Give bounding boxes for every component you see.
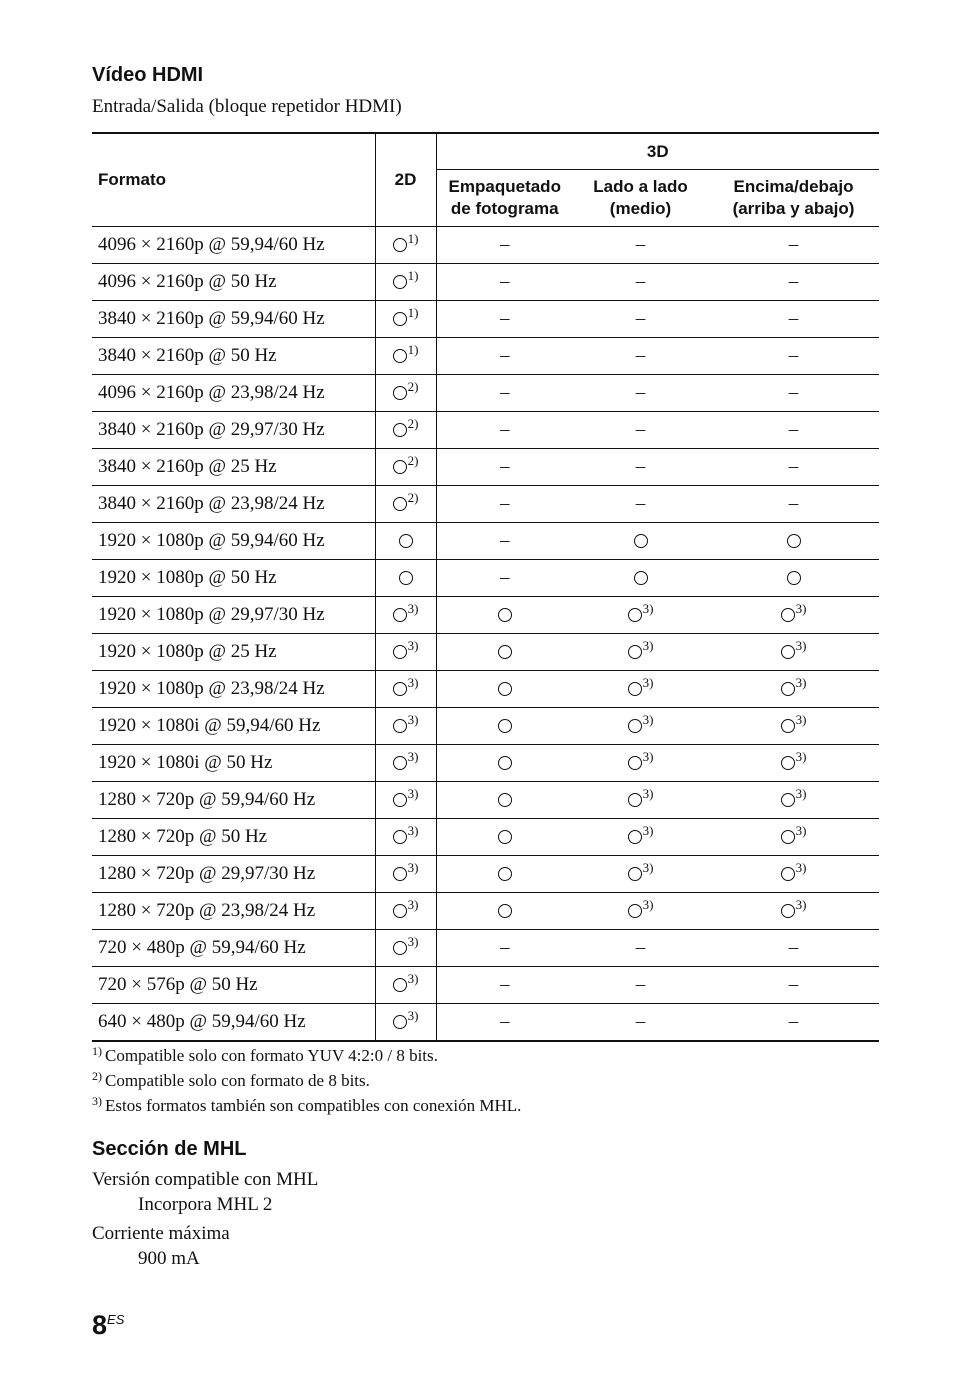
table-row [92, 893, 879, 930]
format-cell: 4096 × 2160p @ 59,94/60 Hz [92, 227, 375, 264]
supported-circle-icon [628, 719, 642, 733]
footnote-ref: 1) [407, 305, 419, 320]
header-encima-debajo [708, 170, 879, 227]
supported-circle-icon [393, 793, 407, 807]
supported-circle-icon [498, 719, 512, 733]
footnote-ref: 3) [407, 786, 419, 801]
footnote-ref: 3) [642, 786, 654, 801]
cell-lado-a-lado [573, 708, 708, 745]
cell-2d [375, 560, 436, 597]
cell-2d [375, 597, 436, 634]
not-supported-dash: – [635, 234, 646, 255]
footnote-ref: 3) [407, 860, 419, 875]
table-body [92, 227, 879, 1042]
table-row [92, 819, 879, 856]
format-cell: 3840 × 2160p @ 23,98/24 Hz [92, 486, 375, 523]
footnote-ref: 3) [642, 823, 654, 838]
not-supported-dash: – [788, 271, 799, 292]
footnote-ref: 3) [407, 934, 419, 949]
table-row [92, 930, 879, 967]
supported-circle-icon [628, 793, 642, 807]
supported-circle-icon [393, 275, 407, 289]
footnote-ref: 3) [795, 749, 807, 764]
not-supported-dash: – [788, 493, 799, 514]
supported-circle-icon [628, 608, 642, 622]
cell-encima-debajo [708, 967, 879, 1004]
footnote-ref: 2) [407, 453, 419, 468]
footnote-text: Compatible solo con formato YUV 4:2:0 / 8 bits. [105, 1046, 438, 1065]
cell-lado-a-lado [573, 227, 708, 264]
cell-2d [375, 227, 436, 264]
supported-circle-icon [393, 719, 407, 733]
not-supported-dash: – [500, 234, 510, 255]
table-row [92, 1004, 879, 1042]
cell-2d [375, 375, 436, 412]
footnote-ref: 3) [642, 601, 654, 616]
footnote-ref: 3) [642, 675, 654, 690]
supported-circle-icon [393, 682, 407, 696]
format-cell: 1280 × 720p @ 29,97/30 Hz [92, 856, 375, 893]
footnote-mark: 1) [92, 1044, 102, 1058]
table-row [92, 597, 879, 634]
not-supported-dash: – [500, 974, 510, 995]
cell-lado-a-lado [573, 671, 708, 708]
cell-encima-debajo [708, 1004, 879, 1042]
not-supported-dash: – [788, 382, 799, 403]
cell-encima-debajo [708, 560, 879, 597]
cell-2d [375, 301, 436, 338]
cell-2d [375, 1004, 436, 1042]
cell-encima-debajo [708, 856, 879, 893]
cell-2d [375, 634, 436, 671]
supported-circle-icon [393, 756, 407, 770]
supported-circle-icon [393, 867, 407, 881]
cell-empaquetado [436, 708, 573, 745]
supported-circle-icon [498, 645, 512, 659]
header-line: Lado a lado [593, 177, 688, 196]
cell-2d [375, 819, 436, 856]
cell-lado-a-lado [573, 1004, 708, 1042]
cell-empaquetado [436, 523, 573, 560]
header-line: (medio) [609, 199, 672, 218]
cell-empaquetado [436, 930, 573, 967]
not-supported-dash: – [500, 271, 510, 292]
cell-2d [375, 930, 436, 967]
supported-circle-icon [781, 830, 795, 844]
footnote [92, 1043, 521, 1068]
footnote-ref: 3) [795, 823, 807, 838]
not-supported-dash: – [500, 493, 510, 514]
not-supported-dash: – [500, 382, 510, 403]
cell-lado-a-lado [573, 412, 708, 449]
footnote-ref: 3) [642, 712, 654, 727]
cell-lado-a-lado [573, 264, 708, 301]
cell-empaquetado [436, 412, 573, 449]
cell-lado-a-lado [573, 560, 708, 597]
cell-lado-a-lado [573, 634, 708, 671]
format-cell: 3840 × 2160p @ 25 Hz [92, 449, 375, 486]
supported-circle-icon [393, 460, 407, 474]
supported-circle-icon [393, 645, 407, 659]
footnote-ref: 3) [795, 897, 807, 912]
footnote-ref: 3) [407, 823, 419, 838]
cell-2d [375, 671, 436, 708]
supported-circle-icon [781, 682, 795, 696]
format-cell: 3840 × 2160p @ 29,97/30 Hz [92, 412, 375, 449]
cell-empaquetado [436, 782, 573, 819]
footnote-ref: 3) [795, 675, 807, 690]
mhl-current-value: 900 mA [138, 1248, 200, 1269]
table-row [92, 634, 879, 671]
table-row [92, 523, 879, 560]
not-supported-dash: – [500, 345, 510, 366]
cell-empaquetado [436, 856, 573, 893]
cell-encima-debajo [708, 449, 879, 486]
not-supported-dash: – [788, 456, 799, 477]
format-cell: 3840 × 2160p @ 59,94/60 Hz [92, 301, 375, 338]
supported-circle-icon [393, 238, 407, 252]
cell-2d [375, 449, 436, 486]
format-cell: 1280 × 720p @ 23,98/24 Hz [92, 893, 375, 930]
cell-encima-debajo [708, 264, 879, 301]
supported-circle-icon [393, 904, 407, 918]
supported-circle-icon [781, 719, 795, 733]
supported-circle-icon [393, 941, 407, 955]
cell-empaquetado [436, 449, 573, 486]
footnote [92, 1068, 521, 1093]
cell-empaquetado [436, 560, 573, 597]
footnote-ref: 3) [407, 638, 419, 653]
not-supported-dash: – [635, 345, 646, 366]
supported-circle-icon [498, 756, 512, 770]
footnote-ref: 3) [795, 638, 807, 653]
cell-encima-debajo [708, 893, 879, 930]
format-cell: 720 × 576p @ 50 Hz [92, 967, 375, 1004]
cell-lado-a-lado [573, 301, 708, 338]
page-number [92, 1310, 124, 1341]
format-cell: 4096 × 2160p @ 50 Hz [92, 264, 375, 301]
supported-circle-icon [628, 867, 642, 881]
supported-circle-icon [498, 682, 512, 696]
not-supported-dash: – [635, 493, 646, 514]
footnote-ref: 3) [795, 860, 807, 875]
format-cell: 1920 × 1080i @ 50 Hz [92, 745, 375, 782]
section-title-video-hdmi: Vídeo HDMI [92, 64, 204, 86]
supported-circle-icon [781, 793, 795, 807]
supported-circle-icon [393, 312, 407, 326]
cell-encima-debajo [708, 930, 879, 967]
table-row [92, 967, 879, 1004]
cell-lado-a-lado [573, 523, 708, 560]
cell-empaquetado [436, 264, 573, 301]
table-row [92, 560, 879, 597]
cell-encima-debajo [708, 819, 879, 856]
supported-circle-icon [399, 534, 413, 548]
supported-circle-icon [781, 867, 795, 881]
supported-circle-icon [498, 830, 512, 844]
table-row [92, 782, 879, 819]
footnote-mark: 2) [92, 1069, 102, 1083]
cell-empaquetado [436, 227, 573, 264]
supported-circle-icon [628, 904, 642, 918]
table-row [92, 412, 879, 449]
cell-empaquetado [436, 375, 573, 412]
cell-empaquetado [436, 301, 573, 338]
cell-encima-debajo [708, 523, 879, 560]
cell-encima-debajo [708, 782, 879, 819]
not-supported-dash: – [788, 419, 799, 440]
header-2d: 2D [375, 133, 436, 227]
table-row [92, 375, 879, 412]
footnote-ref: 3) [407, 675, 419, 690]
footnote-mark: 3) [92, 1094, 102, 1108]
hdmi-format-table [92, 132, 879, 1042]
not-supported-dash: – [500, 456, 510, 477]
cell-lado-a-lado [573, 856, 708, 893]
format-cell: 720 × 480p @ 59,94/60 Hz [92, 930, 375, 967]
header-line: (arriba y abajo) [732, 199, 855, 218]
cell-encima-debajo [708, 708, 879, 745]
cell-2d [375, 708, 436, 745]
not-supported-dash: – [788, 308, 799, 329]
supported-circle-icon [634, 534, 648, 548]
supported-circle-icon [781, 645, 795, 659]
footnote-ref: 3) [407, 601, 419, 616]
footnote-ref: 3) [407, 971, 419, 986]
supported-circle-icon [781, 756, 795, 770]
cell-encima-debajo [708, 338, 879, 375]
supported-circle-icon [498, 608, 512, 622]
cell-empaquetado [436, 1004, 573, 1042]
supported-circle-icon [781, 904, 795, 918]
not-supported-dash: – [788, 974, 799, 995]
not-supported-dash: – [500, 419, 510, 440]
mhl-version-label: Versión compatible con MHL [92, 1169, 319, 1190]
supported-circle-icon [787, 534, 801, 548]
table-row [92, 671, 879, 708]
not-supported-dash: – [788, 234, 799, 255]
header-formato: Formato [92, 133, 375, 227]
mhl-current-label: Corriente máxima [92, 1223, 230, 1244]
supported-circle-icon [393, 1015, 407, 1029]
supported-circle-icon [787, 571, 801, 585]
cell-2d [375, 523, 436, 560]
supported-circle-icon [781, 608, 795, 622]
cell-empaquetado [436, 486, 573, 523]
cell-2d [375, 856, 436, 893]
not-supported-dash: – [635, 1011, 646, 1032]
supported-circle-icon [498, 867, 512, 881]
supported-circle-icon [628, 756, 642, 770]
cell-2d [375, 893, 436, 930]
not-supported-dash: – [635, 382, 646, 403]
cell-empaquetado [436, 893, 573, 930]
cell-empaquetado [436, 597, 573, 634]
cell-2d [375, 967, 436, 1004]
table-row [92, 486, 879, 523]
footnote-ref: 3) [407, 749, 419, 764]
not-supported-dash: – [635, 419, 646, 440]
format-cell: 640 × 480p @ 59,94/60 Hz [92, 1004, 375, 1042]
not-supported-dash: – [500, 1011, 510, 1032]
table-row [92, 708, 879, 745]
footnote [92, 1093, 521, 1118]
cell-encima-debajo [708, 745, 879, 782]
not-supported-dash: – [788, 937, 799, 958]
footnote-ref: 3) [795, 601, 807, 616]
supported-circle-icon [628, 645, 642, 659]
footnote-ref: 3) [642, 638, 654, 653]
cell-empaquetado [436, 671, 573, 708]
footnotes [92, 1043, 521, 1118]
cell-encima-debajo [708, 486, 879, 523]
cell-lado-a-lado [573, 782, 708, 819]
section-title-mhl: Sección de MHL [92, 1138, 247, 1160]
cell-lado-a-lado [573, 819, 708, 856]
cell-empaquetado [436, 967, 573, 1004]
not-supported-dash: – [500, 567, 510, 588]
cell-lado-a-lado [573, 338, 708, 375]
cell-lado-a-lado [573, 449, 708, 486]
table-row [92, 449, 879, 486]
footnote-ref: 2) [407, 416, 419, 431]
header-empaquetado [436, 170, 573, 227]
supported-circle-icon [393, 608, 407, 622]
supported-circle-icon [634, 571, 648, 585]
cell-empaquetado [436, 634, 573, 671]
cell-lado-a-lado [573, 486, 708, 523]
footnote-ref: 3) [795, 786, 807, 801]
section-subtitle: Entrada/Salida (bloque repetidor HDMI) [92, 96, 402, 117]
supported-circle-icon [393, 830, 407, 844]
cell-2d [375, 782, 436, 819]
footnote-ref: 1) [407, 342, 419, 357]
footnote-ref: 3) [795, 712, 807, 727]
cell-2d [375, 338, 436, 375]
format-cell: 4096 × 2160p @ 23,98/24 Hz [92, 375, 375, 412]
cell-2d [375, 264, 436, 301]
cell-encima-debajo [708, 634, 879, 671]
header-lado-a-lado [573, 170, 708, 227]
not-supported-dash: – [500, 530, 510, 551]
not-supported-dash: – [500, 308, 510, 329]
format-cell: 1920 × 1080p @ 25 Hz [92, 634, 375, 671]
not-supported-dash: – [635, 937, 646, 958]
supported-circle-icon [393, 349, 407, 363]
cell-encima-debajo [708, 412, 879, 449]
table-row [92, 338, 879, 375]
footnote-ref: 3) [642, 860, 654, 875]
cell-encima-debajo [708, 227, 879, 264]
not-supported-dash: – [500, 937, 510, 958]
not-supported-dash: – [788, 345, 799, 366]
not-supported-dash: – [635, 271, 646, 292]
not-supported-dash: – [788, 1011, 799, 1032]
supported-circle-icon [498, 793, 512, 807]
format-cell: 1920 × 1080p @ 23,98/24 Hz [92, 671, 375, 708]
not-supported-dash: – [635, 974, 646, 995]
cell-lado-a-lado [573, 597, 708, 634]
table-row [92, 227, 879, 264]
cell-lado-a-lado [573, 967, 708, 1004]
supported-circle-icon [393, 423, 407, 437]
cell-empaquetado [436, 338, 573, 375]
cell-2d [375, 412, 436, 449]
not-supported-dash: – [635, 308, 646, 329]
cell-empaquetado [436, 745, 573, 782]
cell-lado-a-lado [573, 930, 708, 967]
cell-lado-a-lado [573, 745, 708, 782]
supported-circle-icon [628, 830, 642, 844]
table-row [92, 264, 879, 301]
footnote-ref: 3) [642, 897, 654, 912]
footnote-ref: 3) [407, 712, 419, 727]
footnote-ref: 2) [407, 379, 419, 394]
cell-2d [375, 745, 436, 782]
format-cell: 1920 × 1080p @ 59,94/60 Hz [92, 523, 375, 560]
footnote-ref: 3) [407, 897, 419, 912]
page-language-suffix: ES [107, 1312, 125, 1327]
format-cell: 1280 × 720p @ 59,94/60 Hz [92, 782, 375, 819]
cell-lado-a-lado [573, 893, 708, 930]
page-number-value: 8 [92, 1310, 108, 1340]
supported-circle-icon [393, 497, 407, 511]
footnote-ref: 3) [642, 749, 654, 764]
table-row [92, 856, 879, 893]
cell-lado-a-lado [573, 375, 708, 412]
cell-2d [375, 486, 436, 523]
format-cell: 1920 × 1080p @ 29,97/30 Hz [92, 597, 375, 634]
header-line: Encima/debajo [733, 177, 854, 196]
header-line: Empaquetado [448, 177, 561, 196]
footnote-text: Estos formatos también son compatibles con conexión MHL. [105, 1096, 522, 1115]
table-row [92, 301, 879, 338]
table-row [92, 745, 879, 782]
not-supported-dash: – [635, 456, 646, 477]
supported-circle-icon [628, 682, 642, 696]
format-cell: 3840 × 2160p @ 50 Hz [92, 338, 375, 375]
cell-encima-debajo [708, 671, 879, 708]
cell-encima-debajo [708, 597, 879, 634]
format-cell: 1920 × 1080p @ 50 Hz [92, 560, 375, 597]
supported-circle-icon [399, 571, 413, 585]
cell-empaquetado [436, 819, 573, 856]
footnote-ref: 1) [407, 231, 419, 246]
supported-circle-icon [393, 978, 407, 992]
mhl-version-value: Incorpora MHL 2 [138, 1194, 273, 1215]
cell-encima-debajo [708, 301, 879, 338]
footnote-text: Compatible solo con formato de 8 bits. [105, 1071, 370, 1090]
supported-circle-icon [393, 386, 407, 400]
format-cell: 1920 × 1080i @ 59,94/60 Hz [92, 708, 375, 745]
cell-encima-debajo [708, 375, 879, 412]
footnote-ref: 3) [407, 1008, 419, 1023]
footnote-ref: 2) [407, 490, 419, 505]
header-line: de fotograma [450, 199, 559, 218]
format-cell: 1280 × 720p @ 50 Hz [92, 819, 375, 856]
header-3d: 3D [436, 133, 879, 170]
supported-circle-icon [498, 904, 512, 918]
footnote-ref: 1) [407, 268, 419, 283]
